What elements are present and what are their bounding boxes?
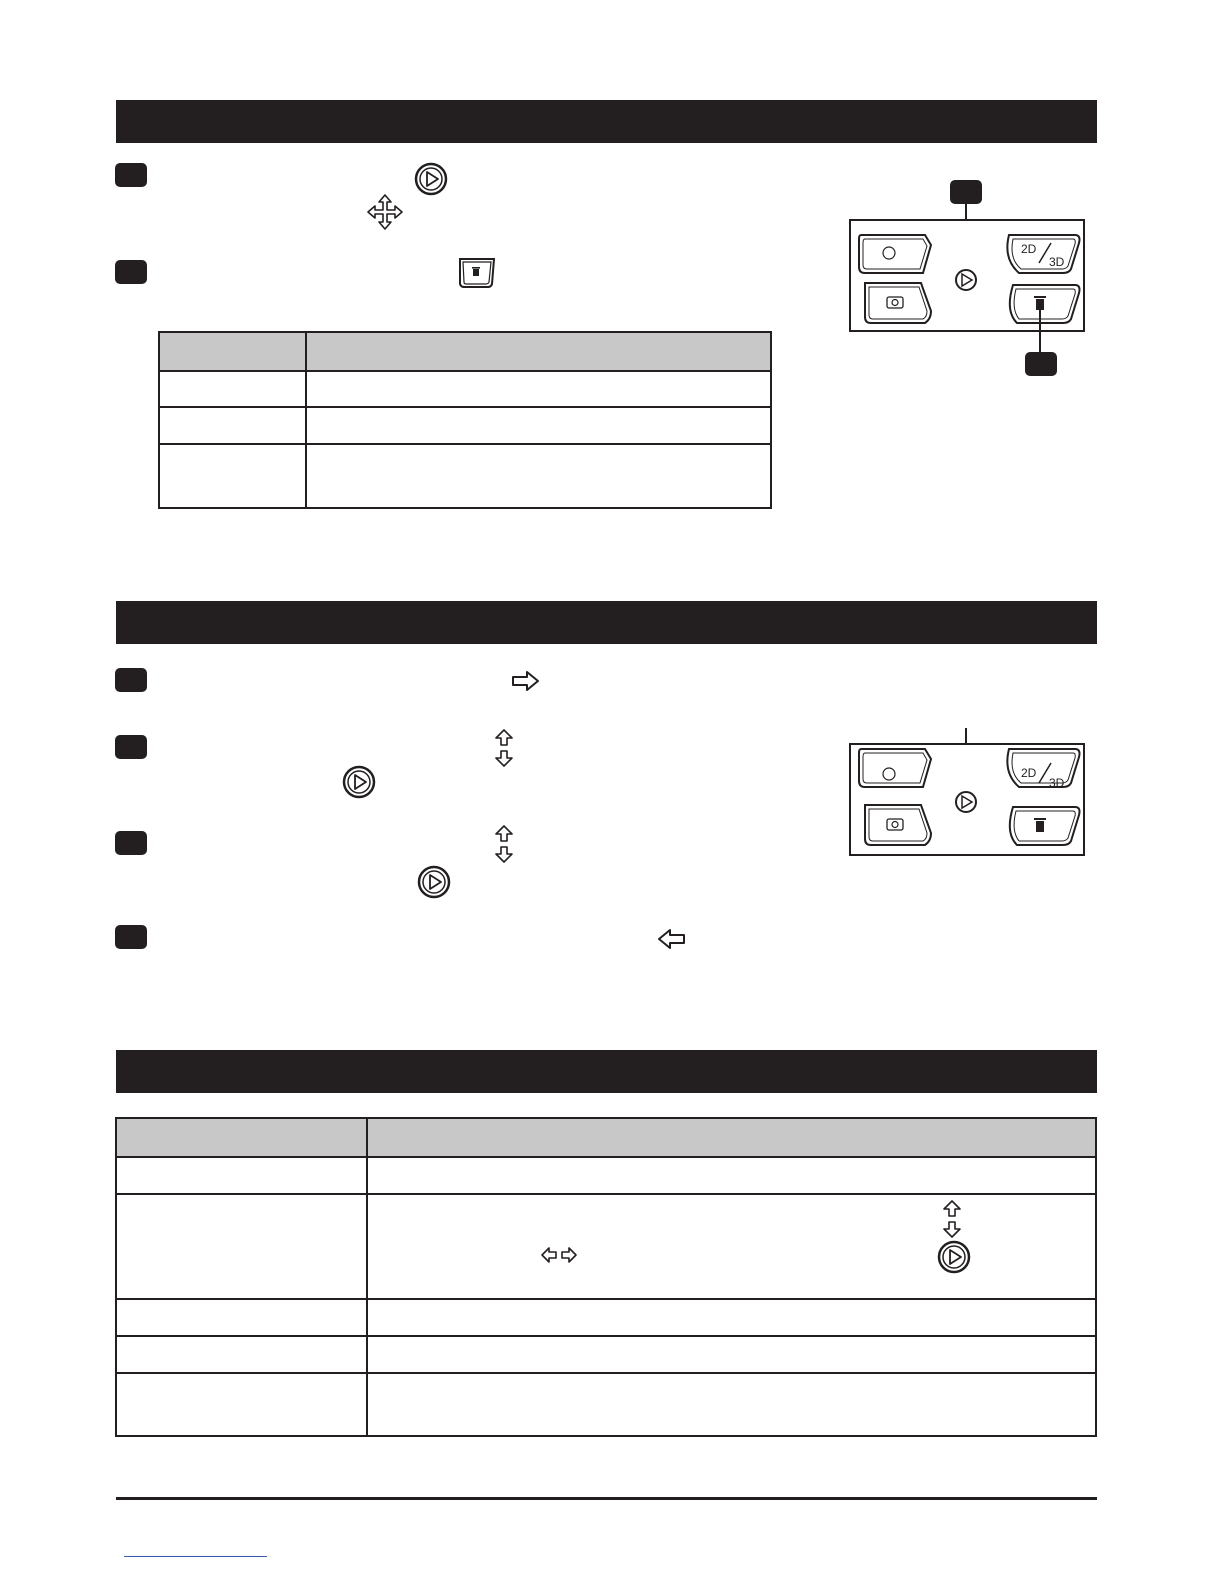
arrow-left-right-outline-icon <box>540 1244 578 1266</box>
footer-rule <box>116 1497 1097 1500</box>
callout-marker-1 <box>950 180 982 204</box>
arrow-up-down-outline-icon <box>492 824 516 864</box>
control-panel-diagram-2 <box>849 743 1085 856</box>
step-marker-1 <box>115 668 147 692</box>
trash-button <box>1010 285 1080 323</box>
play-circle-icon <box>414 162 448 196</box>
svg-text:3D: 3D <box>1049 776 1065 790</box>
2d-3d-button <box>1007 235 1079 273</box>
table-1-header-row <box>160 333 770 371</box>
section-3-header-bar <box>116 1050 1097 1093</box>
svg-text:3D: 3D <box>1049 255 1065 269</box>
arrow-up-down-outline-icon <box>492 728 516 768</box>
callout-line-2 <box>1039 310 1041 352</box>
svg-text:2D: 2D <box>1021 766 1037 780</box>
arrow-up-down-outline-icon <box>940 1199 964 1239</box>
step-marker-4 <box>115 925 147 949</box>
table-row <box>117 1193 1095 1195</box>
step-marker-3 <box>115 831 147 855</box>
table-row <box>160 406 770 408</box>
callout-marker-2 <box>1025 352 1057 376</box>
control-panel-diagram-1 <box>849 219 1085 332</box>
step-marker-2 <box>115 260 147 284</box>
table-2 <box>115 1117 1097 1437</box>
play-circle-icon <box>342 765 376 799</box>
table-2-header-row <box>117 1119 1095 1157</box>
table-2-column-divider <box>366 1119 368 1435</box>
footer-link-underline[interactable] <box>124 1556 267 1557</box>
table-row <box>117 1335 1095 1337</box>
2d-3d-button <box>1007 749 1079 787</box>
play-circle-icon <box>937 1240 971 1274</box>
trash-button-icon <box>454 256 498 290</box>
table-row <box>160 370 770 372</box>
arrow-left-outline-icon <box>656 927 686 951</box>
table-row <box>117 1156 1095 1158</box>
four-way-arrow-icon <box>366 193 404 231</box>
trash-button <box>1010 807 1080 845</box>
table-1-column-divider <box>305 333 307 507</box>
step-marker-2 <box>115 735 147 759</box>
step-marker-1 <box>115 163 147 187</box>
section-2-header-bar <box>116 601 1097 644</box>
svg-text:2D: 2D <box>1021 242 1037 256</box>
table-row <box>117 1298 1095 1300</box>
arrow-right-outline-icon <box>511 669 541 693</box>
table-row <box>160 443 770 445</box>
section-1-header-bar <box>116 100 1097 143</box>
table-row <box>117 1372 1095 1374</box>
play-circle-icon <box>417 865 451 899</box>
table-1 <box>158 331 772 509</box>
